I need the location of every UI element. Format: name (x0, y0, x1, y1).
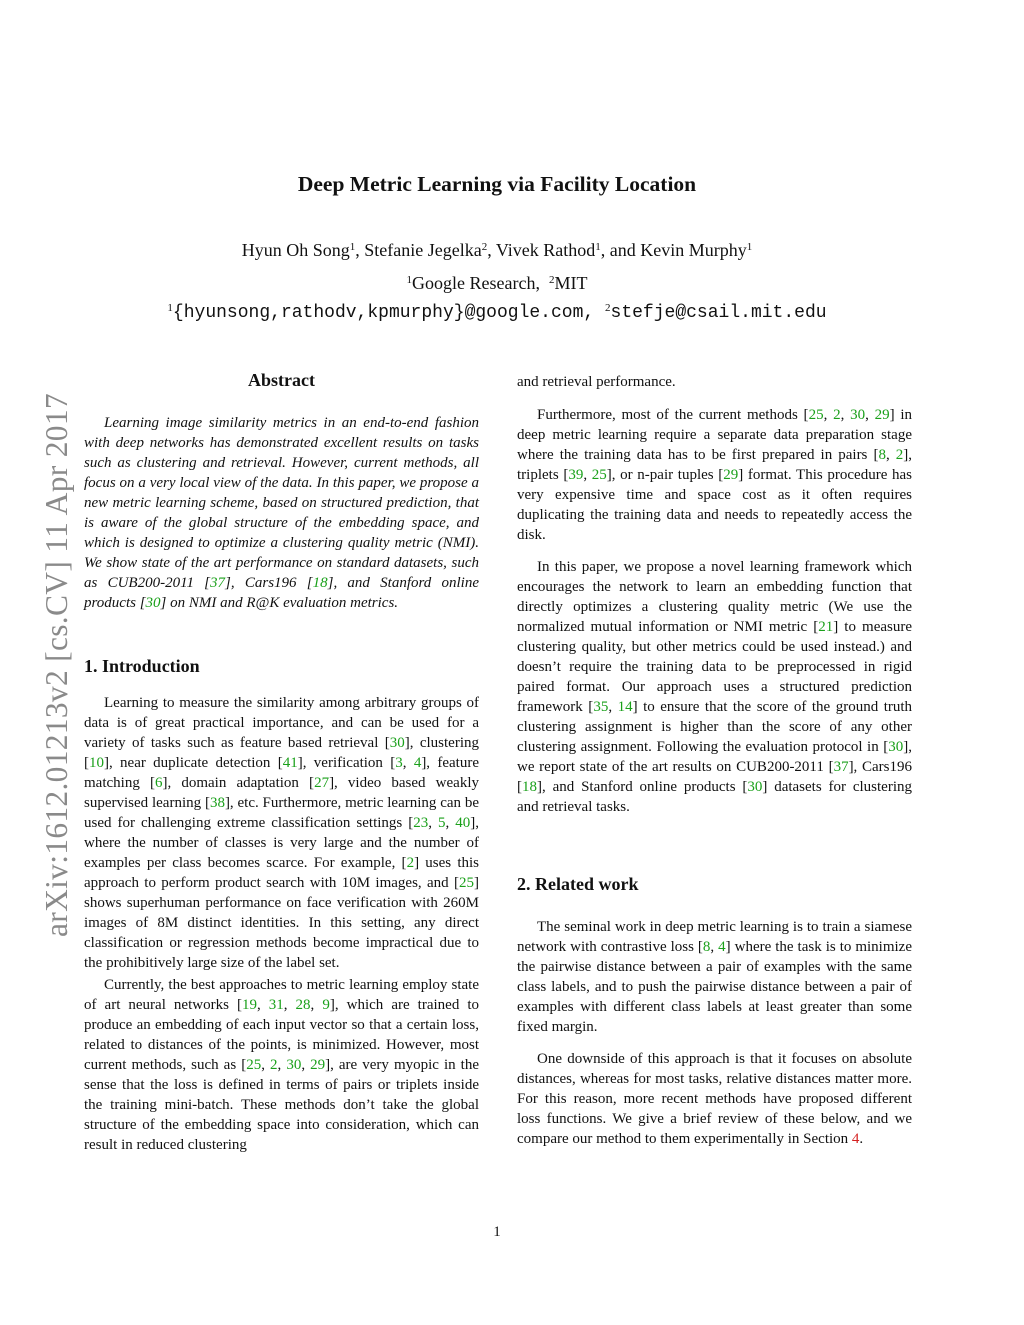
citation-link[interactable]: 37 (833, 759, 849, 775)
intro-paragraph-2-continued: and retrieval performance. (517, 374, 676, 390)
citation-link[interactable]: 9 (322, 997, 330, 1013)
citation-link[interactable]: 31 (268, 997, 284, 1013)
citation-link[interactable]: 30 (850, 407, 866, 423)
affiliation-mark: 2 (481, 241, 488, 253)
citation-link[interactable]: 8 (878, 447, 886, 463)
citation-link[interactable]: 30 (145, 595, 161, 611)
affiliation-mark: 2 (548, 274, 555, 286)
arxiv-identifier: arXiv:1612.01213v2 [cs.CV] 11 Apr 2017 (39, 393, 74, 937)
paper-title: Deep Metric Learning via Facility Location (297, 172, 697, 196)
section-heading-introduction: 1. Introduction (84, 656, 200, 676)
section-link[interactable]: 4 (851, 1131, 860, 1147)
section-heading-related-work: 2. Related work (517, 874, 639, 894)
citation-link[interactable]: 3 (395, 755, 403, 771)
citation-link[interactable]: 29 (874, 407, 890, 423)
citation-link[interactable]: 27 (314, 775, 330, 791)
citation-link[interactable]: 38 (209, 795, 225, 811)
email-address: {hyunsong,rathodv,kpmurphy}@google.com, (172, 303, 595, 323)
citation-link[interactable]: 18 (312, 575, 328, 591)
author-emails (0, 303, 994, 323)
citation-link[interactable]: 6 (154, 775, 163, 791)
author-name: Vivek Rathod (495, 240, 596, 260)
abstract-heading: Abstract (248, 370, 315, 390)
citation-link[interactable]: 2 (406, 855, 415, 871)
affiliation-mark: 2 (605, 302, 611, 314)
citation-link[interactable]: 40 (455, 815, 471, 831)
citation-link[interactable]: 28 (295, 997, 311, 1013)
citation-link[interactable]: 25 (246, 1057, 262, 1073)
citation-link[interactable]: 8 (702, 939, 711, 955)
citation-link[interactable]: 4 (718, 939, 726, 955)
affiliation-mark: 1 (595, 241, 601, 253)
page-number: 1 (493, 1224, 501, 1240)
citation-link[interactable]: 25 (591, 467, 607, 483)
citation-link[interactable]: 19 (241, 997, 257, 1013)
citation-link[interactable]: 2 (833, 407, 841, 423)
citation-link[interactable]: 4 (413, 755, 422, 771)
citation-link[interactable]: 18 (522, 779, 537, 795)
citation-link[interactable]: 30 (747, 779, 763, 795)
citation-link[interactable]: 5 (438, 815, 446, 831)
citation-link[interactable]: 39 (568, 467, 584, 483)
affiliation-name: MIT (554, 273, 588, 293)
citation-link[interactable]: 29 (723, 467, 739, 483)
citation-link[interactable]: 21 (818, 619, 834, 635)
intro-paragraph-2: Currently, the best approaches to metric learning employ state of art neural networks [19, 31, 28, 9], which are trained to produce an embedding of each input vector so that a certain loss, related to distances of the points, is minimized. However, most current methods, such as [25, 2, 30, 29], are very myopic in the sense that the loss is defined in terms of pairs or triplets inside the training mini-batch. These methods don’t take the global structure of the embedding space into consideration, which can result in reduced clustering (84, 977, 480, 1153)
citation-link[interactable]: 41 (282, 755, 298, 771)
citation-link[interactable]: 30 (888, 739, 904, 755)
affiliations (0, 273, 994, 294)
left-column (84, 370, 479, 1155)
citation-link[interactable]: 2 (895, 447, 904, 463)
author-list: Hyun Oh Song$^1$, Stefanie Jegelka$^2$, Vivek Rathod$^1$, and Kevin Murphy$^1$ (241, 240, 753, 260)
email-address: stefje@csail.mit.edu (610, 303, 827, 323)
intro-paragraph-4: In this paper, we propose a novel learning framework which encourages the network to learn an embedding function that directly optimizes a clustering quality metric (We use the normalized mutual information or NMI metric [21] to measure clustering quality, but other metrics could be used instead.) and doesn’t require the training data to be preprocessed in rigid paired format. Our approach uses a structured prediction framework [35, 14] to ensure that the score of the ground truth clustering assignment is higher than the score of any other clustering assignment. Following the evaluation protocol in [30], we report state of the art results on CUB200-2011 [37], Cars196 [18], and Stanford online products [30] datasets for clustering and retrieval tasks. (517, 559, 913, 815)
author-name: and Kevin Murphy (609, 240, 747, 260)
related-paragraph-1: The seminal work in deep metric learning is to train a siamese network with contrastive loss [8, 4] where the task is to minimize the pairwise distance between a pair of examples with the same class labels, and to push the pairwise distance between a pair of examples with different class labels at least greater than some fixed margin. (517, 919, 912, 1035)
citation-link[interactable]: 14 (617, 699, 633, 715)
citation-link[interactable]: 23 (413, 815, 429, 831)
citation-link[interactable]: 30 (389, 735, 405, 751)
intro-paragraph-1: Learning to measure the similarity among arbitrary groups of data is of great practical importance, and can be used for a variety of tasks such as feature based retrieval [30], clustering [10], near duplicate detection [41], verification [3, 4], feature matching [6], domain adaptation [27], video based weakly supervised learning [38], etc. Furthermore, metric learning can be used for challenging extreme classification settings [23, 5, 40], where the number of classes is very large and the number of examples per class becomes scarce. For example, [2] uses this approach to perform product search with 10M images, and [25] shows superhuman performance on face verification with 260M images of 8M distinct identities. In this setting, any direct classification or regression methods become impractical due to the prohibitively large size of the label set. (84, 695, 480, 971)
affiliation-mark: 1 (349, 241, 356, 253)
affiliation-mark: 1 (167, 302, 173, 314)
intro-paragraph-3: Furthermore, most of the current methods [25, 2, 30, 29] in deep metric learning require a separate data preparation stage where the training data has to be first prepared in pairs [8, 2], triplets [39, 25], or n-pair tuples [29] format. This procedure has very expensive time and space cost as it often requires duplicating the training data and needs to repeatedly access the disk. (517, 407, 913, 543)
citation-link[interactable]: 29 (310, 1057, 326, 1073)
affiliation-name: Google Research, (412, 273, 540, 293)
abstract-text: Learning image similarity metrics in an end-to-end fashion with deep networks has demonstrated excellent results on tasks such as clustering and retrieval. However, current methods, all focus on a very local view of the data. In this paper, we propose a new metric learning scheme, based on structured prediction, that is aware of the global structure of the embedding space, and which is designed to optimize a clustering quality metric (NMI). We show state of the art performance on standard datasets, such as CUB200-2011 [37], Cars196 [18], and Stanford online products [30] on NMI and R@K evaluation metrics. (84, 415, 480, 611)
affiliation-mark: 1 (406, 274, 413, 286)
citation-link[interactable]: 25 (459, 875, 474, 891)
related-paragraph-2: One downside of this approach is that it focuses on absolute distances, whereas for most tasks, relative distances matter more. For this reason, more recent methods have proposed different loss functions. We give a brief review of these below, and we compare our method to them experimentally in Section 4. (517, 1051, 912, 1147)
author-name: Stefanie Jegelka (364, 240, 482, 260)
right-column (517, 372, 912, 1149)
citation-link[interactable]: 35 (593, 699, 609, 715)
citation-link[interactable]: 10 (89, 755, 104, 771)
citation-link[interactable]: 30 (286, 1057, 302, 1073)
citation-link[interactable]: 25 (808, 407, 824, 423)
citation-link[interactable]: 2 (270, 1057, 278, 1073)
author-name: Hyun Oh Song (241, 240, 350, 260)
citation-link[interactable]: 37 (210, 575, 226, 591)
affiliation-mark: 1 (746, 241, 753, 253)
